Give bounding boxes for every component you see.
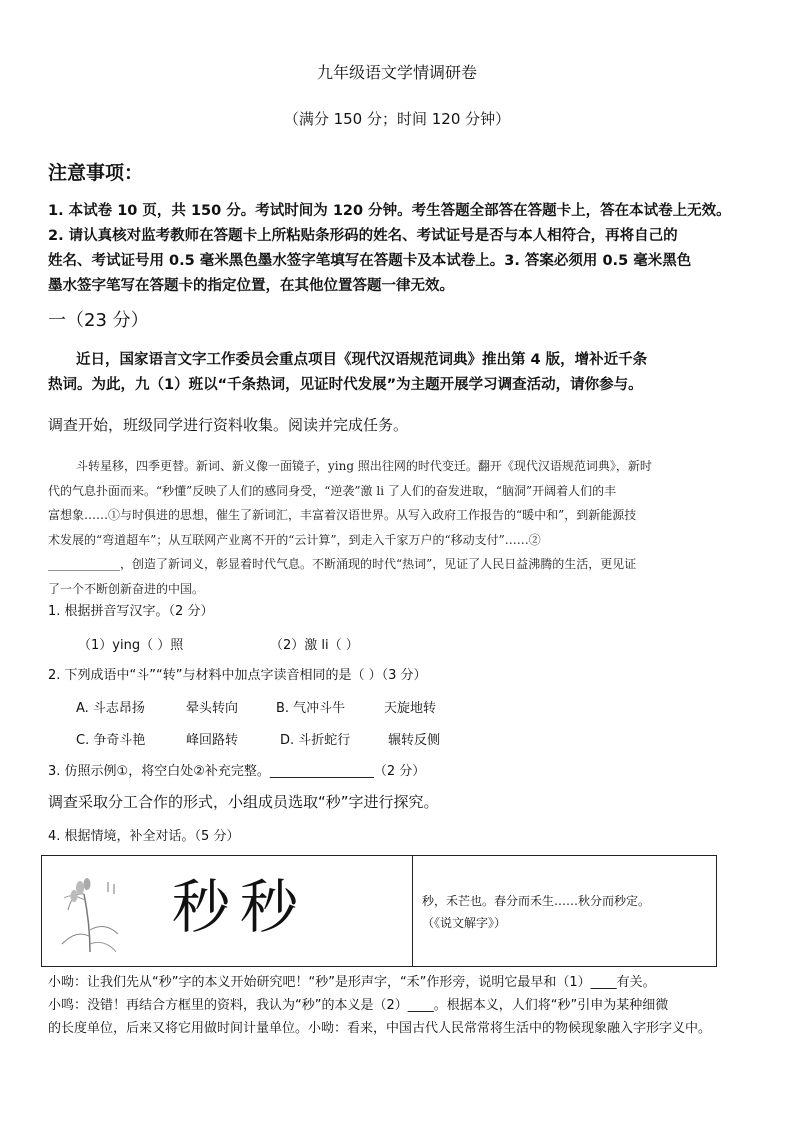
- option-d1: D. 斗折蛇行: [280, 733, 351, 748]
- explanation-line: 秒，禾芒也。春分而禾生……秋分而秒定。: [422, 894, 651, 908]
- box-divider: [412, 856, 413, 966]
- survey-instruction: 调查采取分工合作的形式，小组成员选取“秒”字进行探究。: [48, 793, 439, 811]
- dialogue-line: 的长度单位，后来又将它用做时间计量单位。小呦：看来，中国古代人民常常将生活中的物候现象融入字形字义中。: [48, 1021, 712, 1036]
- shuowen-explanation: [422, 890, 712, 934]
- task-instruction: 调查开始，班级同学进行资料收集。阅读并完成任务。: [48, 416, 409, 434]
- exam-subtitle: （满分 150 分；时间 120 分钟）: [283, 110, 511, 128]
- section-intro: [48, 348, 750, 398]
- passage-line: 富想象……①与时俱进的思想，催生了新词汇，丰富着汉语世界。从写入政府工作报告的“暖中和”，到新能源技: [48, 508, 637, 522]
- passage-line: ____________，创造了新词义，彰显着时代气息。不断涌现的时代“热词”，见证了人民日益沸腾的生活，更见证: [48, 557, 637, 571]
- seal-script-characters: 秒秒: [172, 873, 309, 941]
- passage-line: 术发展的“弯道超车”；从互联网产业离不开的“云计算”，到走入千家万户的“移动支付”……②: [48, 532, 541, 547]
- dialogue-line: 小呦：让我们先从“秒”字的本义开始研究吧！“秒”是形声字，“禾”作形旁，说明它最早和（1）____有关。: [48, 975, 656, 990]
- reference-box: [41, 855, 717, 967]
- passage-line: 了一个不断创新奋进的中国。: [48, 581, 205, 596]
- option-c2: 峰回路转: [186, 733, 239, 748]
- rice-plant-image: [54, 874, 126, 954]
- option-b2: 天旋地转: [384, 701, 437, 716]
- question-1a: （1）ying（ ）照: [78, 638, 184, 653]
- intro-line: 热词。为此，九（1）班以“千条热词，见证时代发展”为主题开展学习调查活动，请你参与。: [48, 377, 643, 393]
- section-heading: 一（23 分）: [48, 310, 149, 331]
- dialogue: [48, 971, 752, 1040]
- question-1: 1. 根据拼音写汉字。（2 分）: [48, 604, 214, 619]
- question-3: 3. 仿照示例①，将空白处②补充完整。________________（2 分）: [48, 764, 426, 779]
- passage-line: 斗转星移，四季更替。新词、新义像一面镜子，ying 照出往网的时代变迁。翻开《现代汉语规范词典》，新时: [76, 459, 652, 473]
- question-2: 2. 下列成语中“斗”“转”与材料中加点字读音相同的是（ ）（3 分）: [48, 668, 427, 683]
- exam-title: 九年级语文学情调研卷: [316, 63, 477, 82]
- dialogue-line: 小鸣：没错！再结合方框里的资料，我认为“秒”的本义是（2）____。根据本义，人们将“秒”引申为某种细微: [48, 998, 669, 1013]
- option-c1: C. 争奇斗艳: [76, 733, 146, 748]
- notice-rules: [48, 199, 748, 299]
- notice-heading: 注意事项：: [48, 162, 144, 184]
- option-a1: A. 斗志昂扬: [76, 701, 145, 716]
- explanation-source: （《说文解字》）: [422, 916, 507, 930]
- notice-rule-line: 2. 请认真核对监考教师在答题卡上所粘贴条形码的姓名、考试证号是否与本人相符合，再将自己的: [48, 228, 678, 244]
- intro-line: 近日，国家语言文字工作委员会重点项目《现代汉语规范词典》推出第 4 版，增补近千条: [76, 352, 648, 368]
- question-1b: （2）激 li（ ）: [270, 638, 359, 653]
- notice-rule-line: 姓名、考试证号用 0.5 毫米黑色墨水签字笔填写在答题卡及本试卷上。3. 答案必须用 0.5 毫米黑色: [48, 253, 692, 269]
- option-a2: 晕头转向: [186, 701, 239, 716]
- notice-rule-line: 墨水签字笔写在答题卡的指定位置，在其他位置答题一律无效。: [48, 278, 454, 294]
- notice-rule-line: 1. 本试卷 10 页，共 150 分。考试时间为 120 分钟。考生答题全部答在答题卡上，答在本试卷上无效。: [48, 203, 731, 219]
- question-4: 4. 根据情境，补全对话。（5 分）: [48, 829, 240, 844]
- option-b1: B. 气冲斗牛: [276, 701, 346, 716]
- option-d2: 辗转反侧: [388, 733, 441, 748]
- passage-line: 代的气息扑面而来。“秒懂”反映了人们的感同身受，“逆袭”激 li 了人们的奋发进取，“脑洞”开阔着人们的丰: [48, 483, 617, 498]
- reading-passage: [48, 454, 754, 601]
